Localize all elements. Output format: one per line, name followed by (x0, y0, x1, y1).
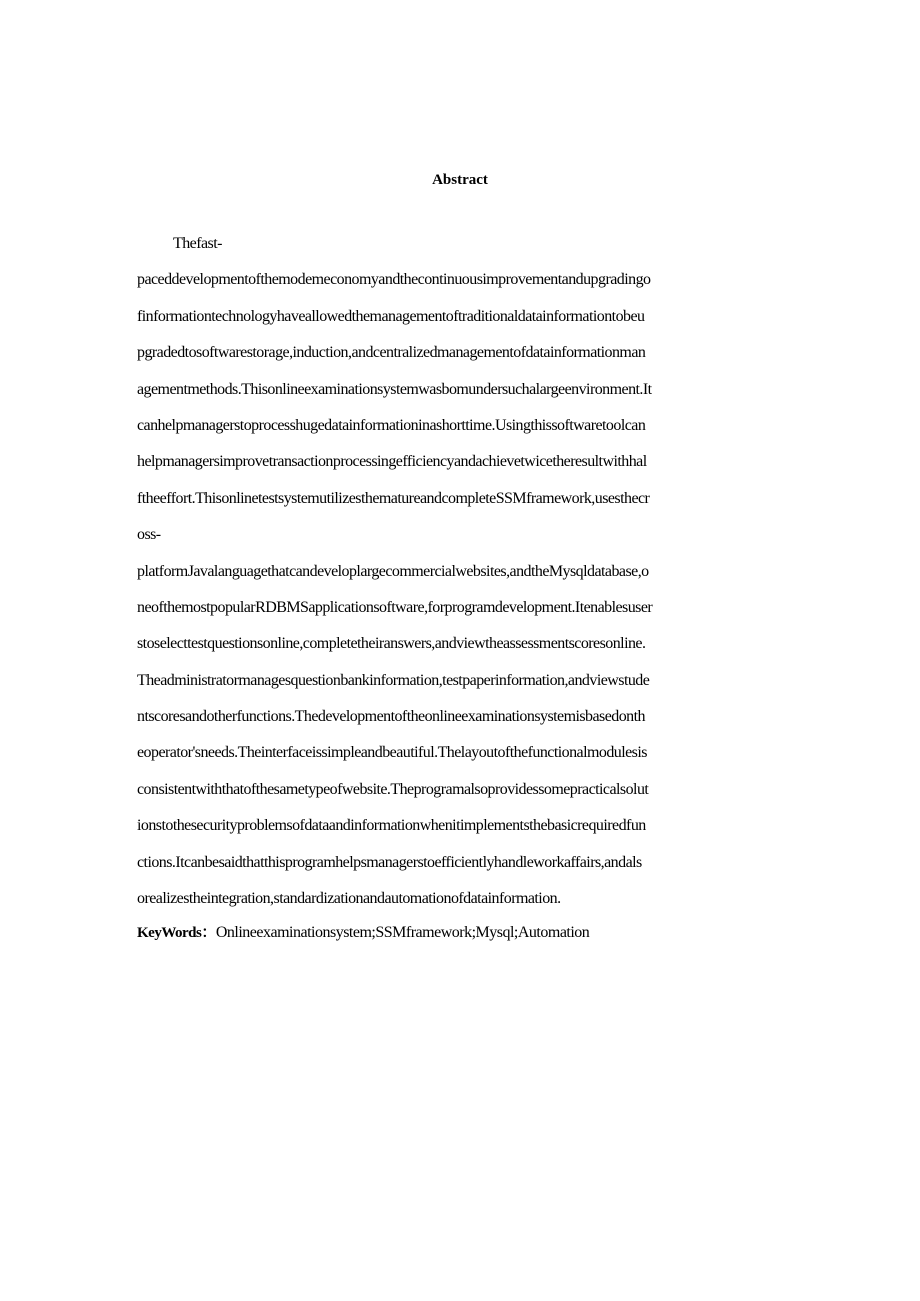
abstract-line: consistentwiththatofthesametypeofwebsite.Theprogramalsoprovidessomepracticalsolut (137, 780, 649, 798)
abstract-line: ionstothesecurityproblemsofdataandinformationwhenitimplementsthebasicrequiredfun (137, 817, 646, 835)
abstract-line: neofthemostpopularRDBMSapplicationsoftware,forprogramdevelopment.Itenablesuser (137, 598, 653, 616)
keywords-line (137, 922, 589, 944)
abstract-line: paceddevelopmentofthemodemeconomyandthecontinuousimprovementandupgradingo (137, 271, 651, 289)
abstract-line: platformJavalanguagethatcandeveloplargecommercialwebsites,andtheMysqldatabase,o (137, 562, 649, 580)
abstract-line: oss- (137, 526, 161, 544)
abstract-line: Theadministratormanagesquestionbankinformation,testpaperinformation,andviewstude (137, 671, 650, 689)
abstract-line: stoselecttestquestionsonline,completetheiranswers,andviewtheassessmentscoresonline. (137, 635, 646, 653)
keywords-label: KeyWords： (137, 925, 216, 941)
abstract-line: pgradedtosoftwarestorage,induction,andcentralizedmanagementofdatainformationman (137, 344, 646, 362)
keywords-text: Onlineexaminationsystem;SSMframework;Mysql;Automation (215, 924, 590, 941)
abstract-line: agementmethods.Thisonlineexaminationsystemwasbomundersuchalargeenvironment.It (137, 380, 652, 398)
abstract-line: eoperator'sneeds.Theinterfaceissimpleandbeautiful.Thelayoutofthefunctionalmodulesis (137, 744, 647, 762)
abstract-line: helpmanagersimprovetransactionprocessingefficiencyandachievetwicetheresultwithhal (137, 453, 647, 471)
abstract-body (137, 233, 797, 924)
abstract-line: ntscoresandotherfunctions.Thedevelopmentoftheonlineexaminationsystemisbasedonth (137, 708, 645, 726)
abstract-line: ftheeffort.ThisonlinetestsystemutilizesthematureandcompleteSSMframework,usesthecr (137, 489, 650, 507)
abstract-line: ctions.Itcanbesaidthatthisprogramhelpsmanagerstoefficientlyhandleworkaffairs,andals (137, 853, 642, 871)
abstract-line: canhelpmanagerstoprocesshugedatainformationinashorttime.Usingthissoftwaretoolcan (137, 416, 646, 434)
abstract-line: finformationtechnologyhaveallowedthemanagementoftraditionaldatainformationtobeu (137, 307, 645, 325)
abstract-line: orealizestheintegration,standardizationandautomationofdatainformation. (137, 890, 561, 908)
abstract-title: Abstract (432, 172, 488, 188)
abstract-line: Thefast- (173, 235, 222, 252)
